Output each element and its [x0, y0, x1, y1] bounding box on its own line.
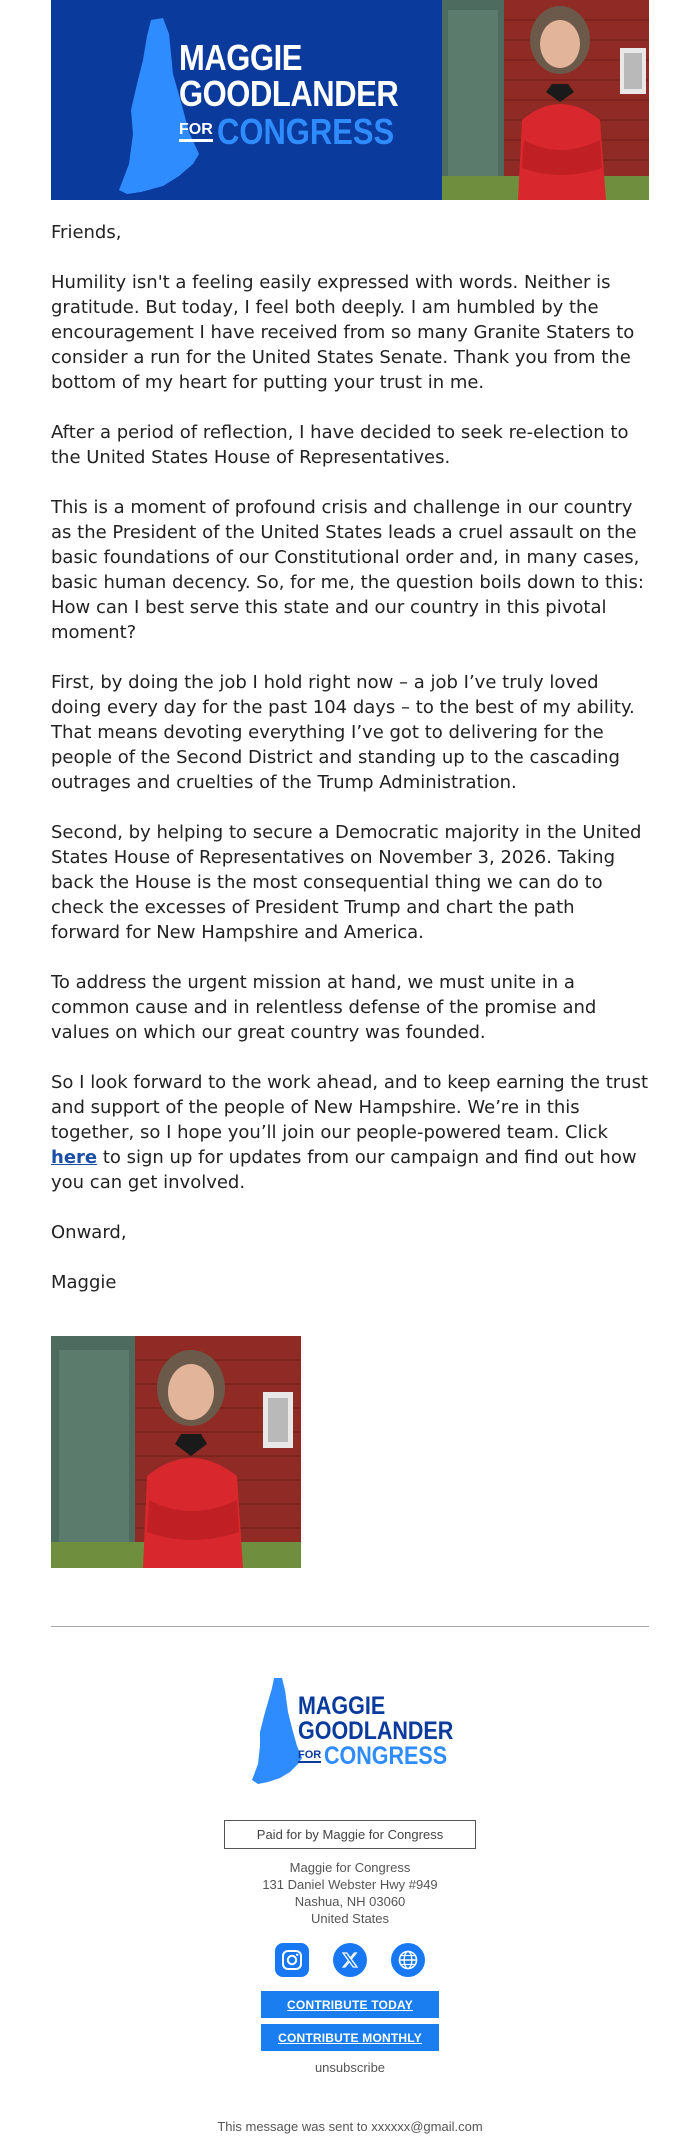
footer-divider	[51, 1626, 649, 1627]
portrait-illustration	[51, 1336, 301, 1568]
address-line: United States	[310, 1911, 390, 1926]
address-line: 131 Daniel Webster Hwy #949	[262, 1877, 438, 1892]
address-line: Maggie for Congress	[289, 1860, 411, 1875]
globe-icon	[397, 1949, 419, 1971]
letter-closing: Onward,	[51, 1222, 127, 1243]
logo-congress: CONGRESS	[216, 111, 394, 152]
x-link[interactable]	[333, 1943, 367, 1977]
footer-logo	[240, 1676, 460, 1788]
header-logo-text	[179, 37, 434, 152]
social-links	[0, 1943, 700, 1977]
letter-paragraph: This is a moment of profound crisis and challenge in our country as the President of the United States leads a cruel assault on the basic foundations of our Constitutional order and, in many cases, basic human decency. So, for me, the question boils down to this: How can I best serve this state and our country in this pivotal moment?	[51, 497, 644, 643]
signup-text-before: So I look forward to the work ahead, and to keep earning the trust and support of the people of New Hampshire. We’re in this together, so I hope you’ll join our people-powered team. Click	[51, 1072, 649, 1143]
contribute-today-button[interactable]: CONTRIBUTE TODAY	[261, 1991, 439, 2018]
logo-name-last: GOODLANDER	[179, 73, 399, 114]
letter-paragraph: First, by doing the job I hold right now – a job I’ve truly loved doing every day for the past 104 days – to the best of my ability. That means devoting everything I’ve got to delivering for the people of the Second District and standing up to the cascading outrages and cruelties of the Trump Administration.	[51, 672, 635, 793]
footer-logo-for: FOR	[298, 1749, 322, 1761]
letter-signature: Maggie	[51, 1272, 117, 1293]
sent-to-notice: This message was sent to xxxxxx@gmail.com	[217, 2119, 483, 2134]
footer-logo-name-first: MAGGIE	[298, 1692, 386, 1720]
signup-text-after: to sign up for updates from our campaign and find out how you can get involved.	[51, 1147, 637, 1193]
candidate-portrait	[51, 1336, 301, 1568]
letter-paragraph: Second, by helping to secure a Democratic majority in the United States House of Representatives on November 3, 2026. Taking back the House is the most consequential thing we can do to check the excesses of President Trump and chart the path forward for New Hampshire and America.	[51, 822, 642, 943]
letter-paragraph-signup	[51, 1070, 649, 1195]
header-logo-panel	[51, 0, 442, 200]
instagram-link[interactable]	[275, 1943, 309, 1977]
letter-paragraph: Humility isn't a feeling easily expressed with words. Neither is gratitude. But today, I feel both deeply. I am humbled by the encouragement I have received from so many Granite Staters to consider a run for the United States Senate. Thank you from the bottom of my heart for putting your trust in me.	[51, 272, 635, 393]
footer-logo-name-last: GOODLANDER	[298, 1717, 454, 1745]
logo-name-first: MAGGIE	[179, 37, 302, 78]
logo-for: FOR	[179, 122, 213, 142]
letter-paragraph: After a period of reflection, I have decided to seek re-election to the United States House of Representatives.	[51, 422, 629, 468]
website-link[interactable]	[391, 1943, 425, 1977]
letter-paragraph: To address the urgent mission at hand, we must unite in a common cause and in relentless defense of the promise and values on which our great country was founded.	[51, 972, 597, 1043]
letter-greeting: Friends,	[51, 222, 122, 243]
signup-link[interactable]: here	[51, 1147, 98, 1168]
x-icon	[340, 1950, 360, 1970]
address-line: Nashua, NH 03060	[294, 1894, 406, 1909]
candidate-photo-illustration	[442, 0, 649, 200]
new-hampshire-state-icon	[240, 1676, 304, 1788]
instagram-icon	[281, 1949, 303, 1971]
mailing-address	[0, 1859, 700, 1927]
header-candidate-photo	[442, 0, 649, 200]
contribute-monthly-button[interactable]: CONTRIBUTE MONTHLY	[261, 2024, 439, 2051]
unsubscribe-link[interactable]: unsubscribe	[314, 2060, 386, 2075]
letter-body	[51, 220, 649, 1320]
header-banner	[51, 0, 649, 200]
footer-logo-congress: CONGRESS	[324, 1742, 448, 1770]
paid-for-disclaimer: Paid for by Maggie for Congress	[224, 1820, 476, 1849]
